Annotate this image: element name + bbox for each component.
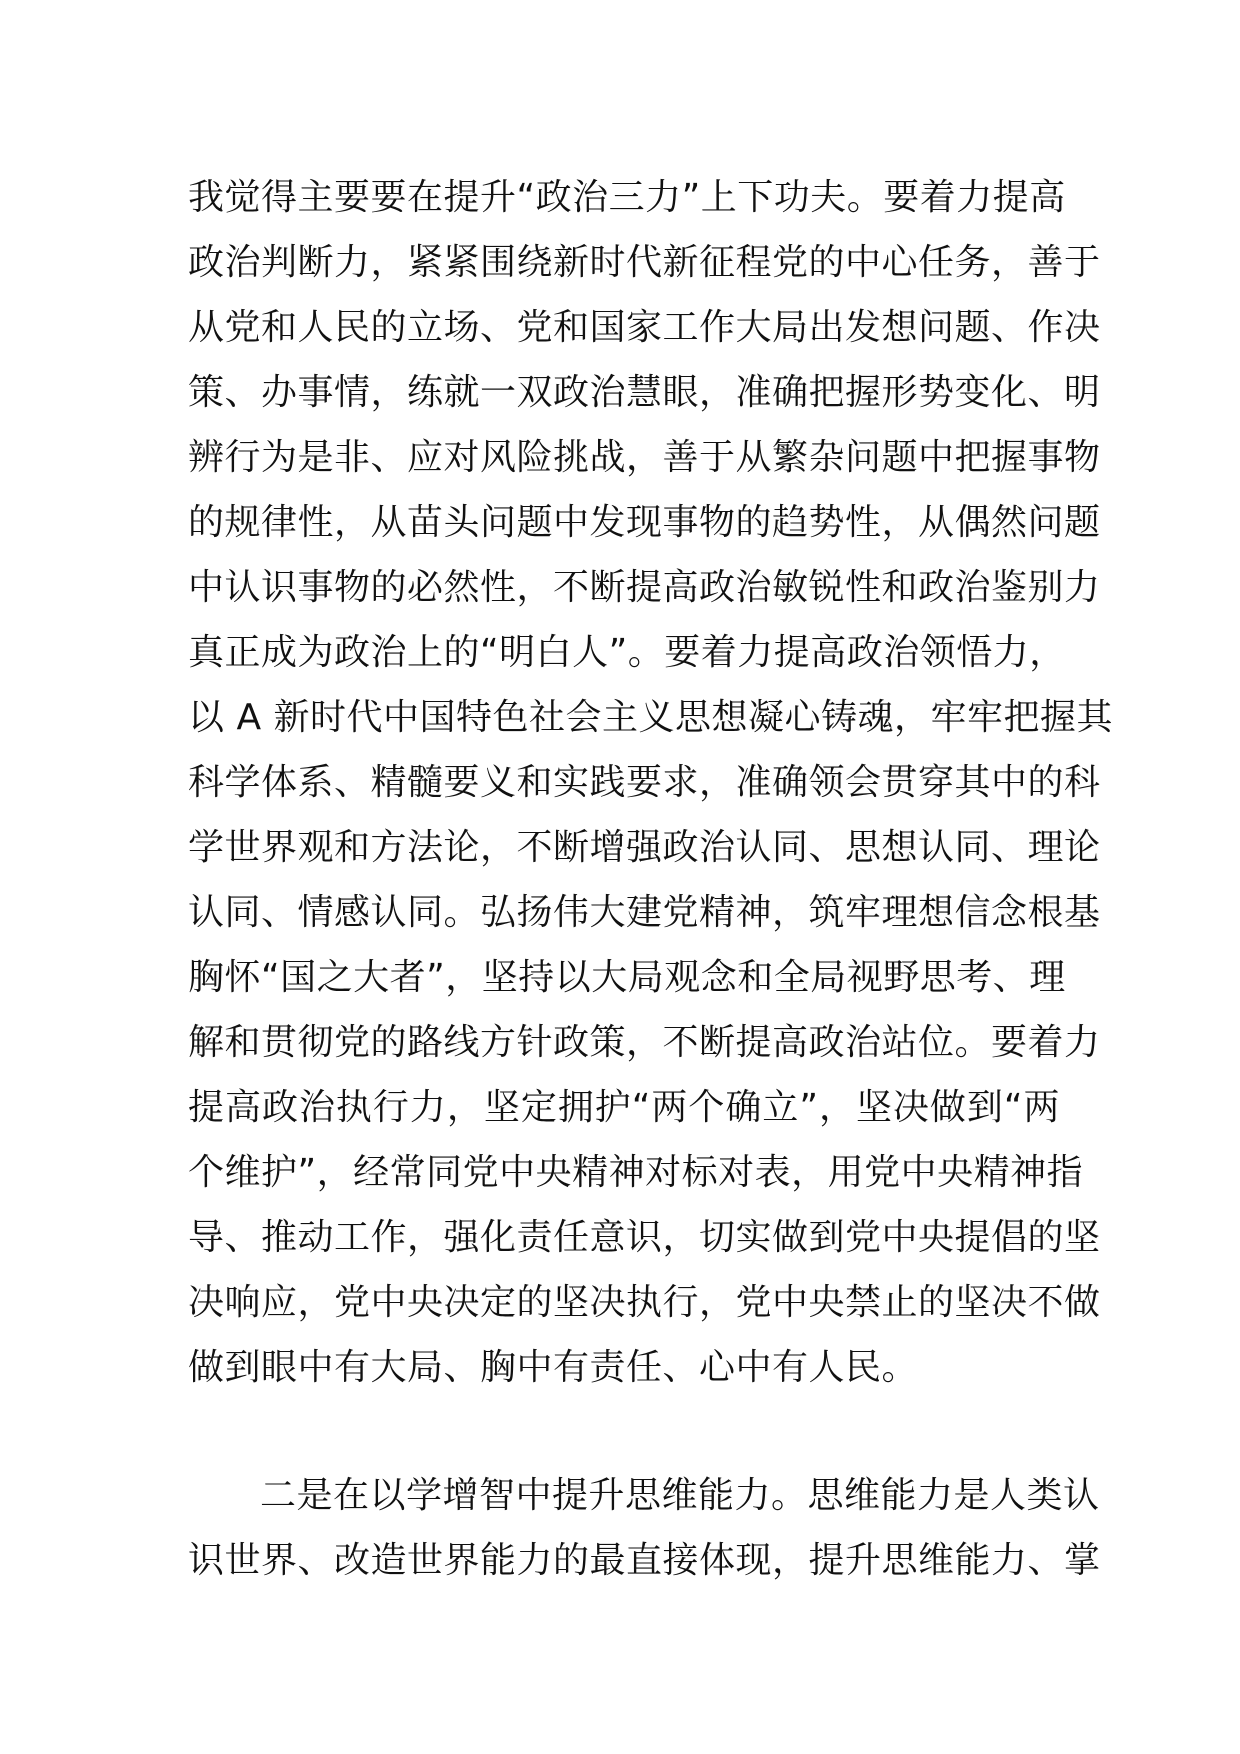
text-line: 二是在以学增智中提升思维能力。思维能力是人类认 — [260, 1475, 1100, 1516]
text-line: 的规律性，从苗头问题中发现事物的趋势性，从偶然问题 — [188, 502, 1101, 543]
text-line: 识世界、改造世界能力的最直接体现，提升思维能力、掌 — [188, 1540, 1101, 1581]
text-line: 胸怀“国之大者”，坚持以大局观念和全局视野思考、理 — [188, 957, 1066, 998]
text-line: 我觉得主要要在提升“政治三力”上下功夫。要着力提高 — [188, 177, 1066, 218]
text-line: 从党和人民的立场、党和国家工作大局出发想问题、作决 — [188, 307, 1101, 348]
text-line: 科学体系、精髓要义和实践要求，准确领会贯穿其中的科 — [188, 762, 1101, 803]
paragraph-thinking-ability — [188, 1463, 1101, 1593]
text-line: 个维护”，经常同党中央精神对标对表，用党中央精神指 — [188, 1152, 1084, 1193]
text-line: 中认识事物的必然性，不断提高政治敏锐性和政治鉴别力 — [188, 567, 1101, 608]
text-line: 策、办事情，练就一双政治慧眼，准确把握形势变化、明 — [188, 372, 1101, 413]
text-line: 决响应，党中央决定的坚决执行，党中央禁止的坚决不做 — [188, 1282, 1101, 1323]
paragraph-political-capabilities — [188, 165, 1114, 1400]
text-line: 学世界观和方法论，不断增强政治认同、思想认同、理论 — [188, 827, 1101, 868]
text-line: 解和贯彻党的路线方针政策，不断提高政治站位。要着力 — [188, 1022, 1101, 1063]
text-line: 认同、情感认同。弘扬伟大建党精神，筑牢理想信念根基 — [188, 892, 1101, 933]
text-line: 做到眼中有大局、胸中有责任、心中有人民。 — [188, 1347, 919, 1388]
text-line: 以 A 新时代中国特色社会主义思想凝心铸魂，牢牢把握其 — [188, 697, 1114, 738]
text-line: 提高政治执行力，坚定拥护“两个确立”，坚决做到“两 — [188, 1087, 1060, 1128]
text-line: 真正成为政治上的“明白人”。要着力提高政治领悟力， — [188, 632, 1066, 673]
text-line: 政治判断力，紧紧围绕新时代新征程党的中心任务，善于 — [188, 242, 1101, 283]
text-line: 辨行为是非、应对风险挑战，善于从繁杂问题中把握事物 — [188, 437, 1101, 478]
text-line: 导、推动工作，强化责任意识，切实做到党中央提倡的坚 — [188, 1217, 1101, 1258]
